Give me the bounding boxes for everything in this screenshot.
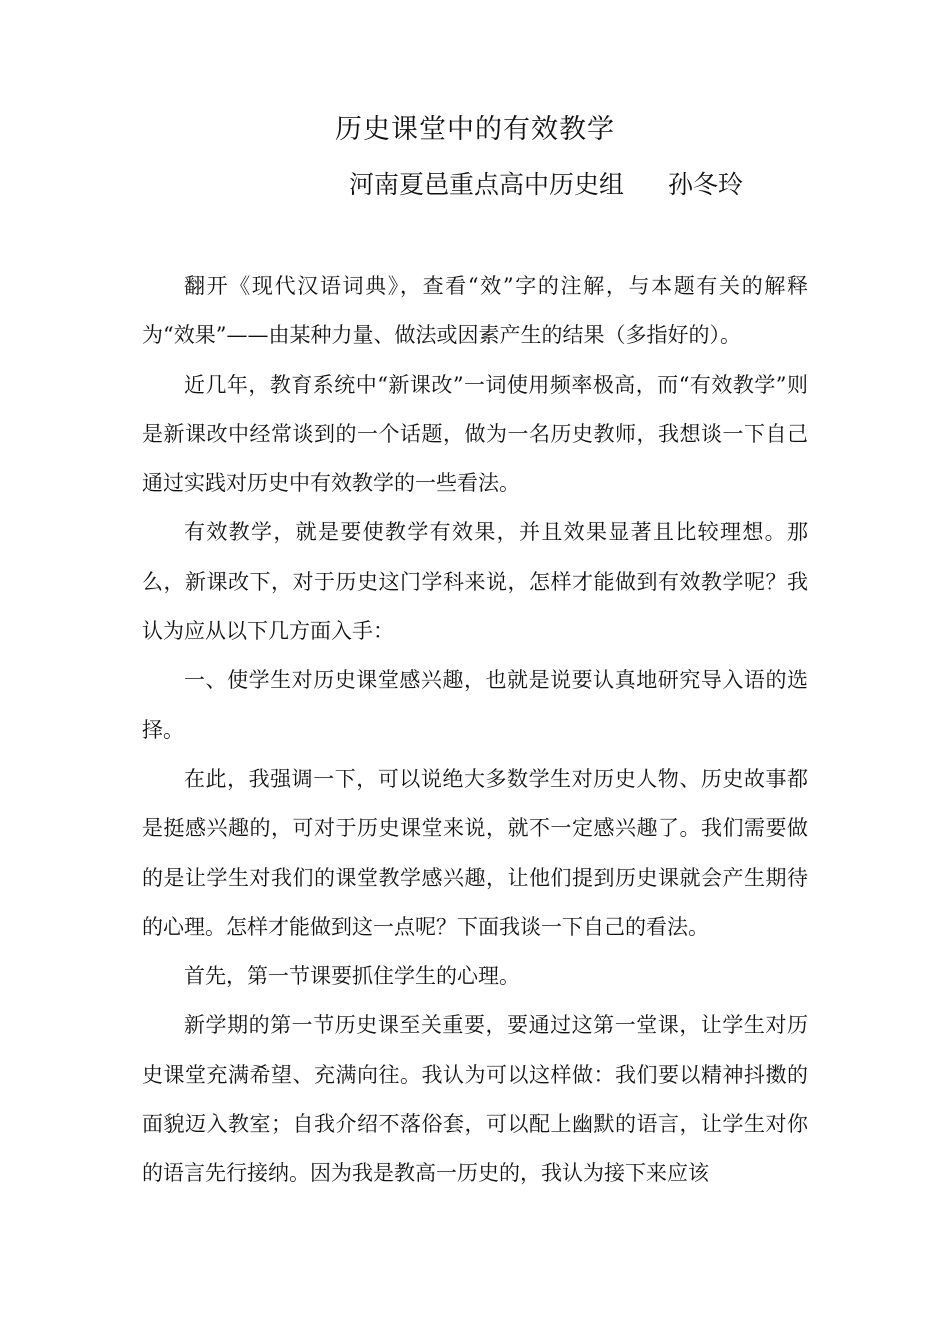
document-body [142, 262, 808, 1199]
paragraph: 一、使学生对历史课堂感兴趣，也就是说要认真地研究导入语的选择。 [142, 668, 808, 742]
document-title: 历史课堂中的有效教学 [335, 114, 615, 145]
paragraph: 翻开《现代汉语词典》，查看“效”字的注解，与本题有关的解释为“效果”——由某种力量、做法或因素产生的结果（多指好的）。 [142, 274, 808, 348]
paragraph: 有效教学，就是要使教学有效果，并且效果显著且比较理想。那么，新课改下，对于历史这门学科来说，怎样才能做到有效教学呢？我认为应从以下几方面入手： [142, 520, 808, 644]
paragraph: 首先，第一节课要抓住学生的心理。 [184, 964, 520, 989]
paragraph: 在此，我强调一下，可以说绝大多数学生对历史人物、历史故事都是挺感兴趣的，可对于历史课堂来说，就不一定感兴趣了。我们需要做的是让学生对我们的课堂教学感兴趣，让他们提到历史课就会产生期待的心理。怎样才能做到这一点呢？下面我谈一下自己的看法。 [142, 766, 808, 939]
author-name: 孙冬玲 [668, 170, 744, 199]
paragraph: 新学期的第一节历史课至关重要，要通过这第一堂课，让学生对历史课堂充满希望、充满向往。我认为可以这样做：我们要以精神抖擞的面貌迈入教室；自我介绍不落俗套，可以配上幽默的语言，让学生对你的语言先行接纳。因为我是教高一历史的，我认为接下来应该 [142, 1013, 808, 1186]
byline [349, 165, 743, 205]
affiliation: 河南夏邑重点高中历史组 [349, 170, 625, 199]
paragraph: 近几年，教育系统中“新课改”一词使用频率极高，而“有效教学”则是新课改中经常谈到的一个话题，做为一名历史教师，我想谈一下自己通过实践对历史中有效教学的一些看法。 [142, 372, 808, 496]
